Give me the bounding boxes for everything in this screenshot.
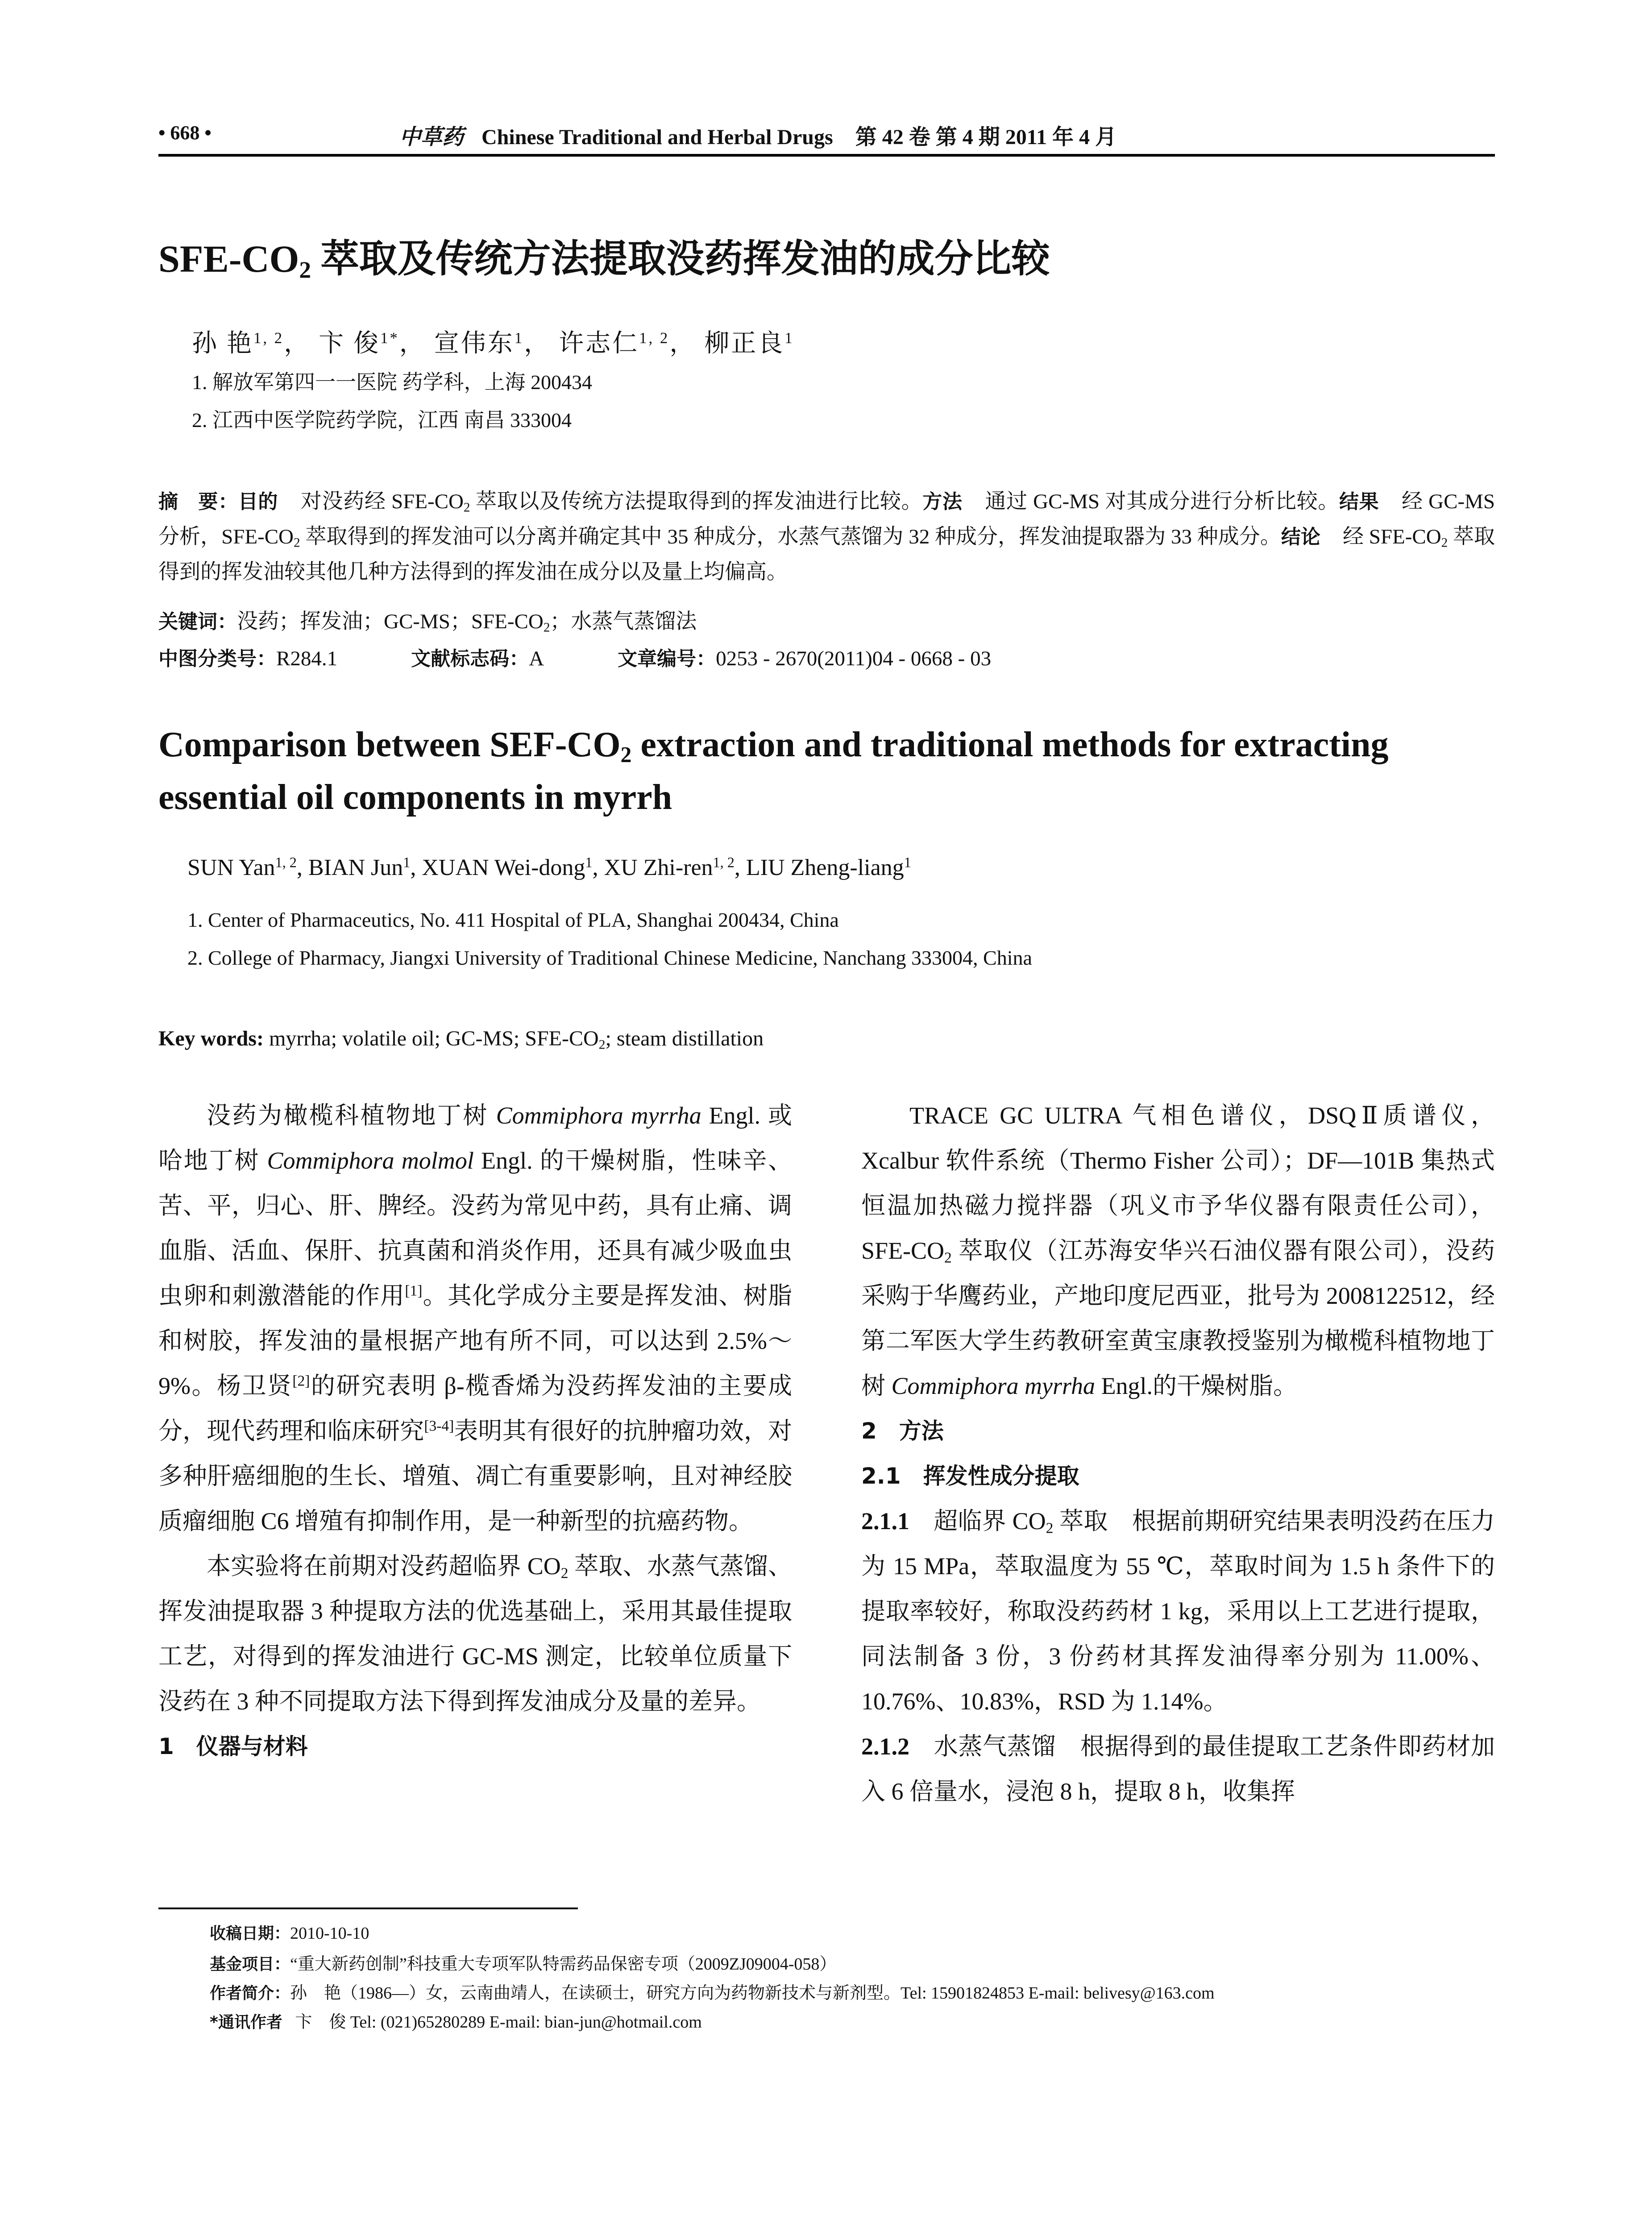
section-2-1-1: 2.1.1 超临界 $CO_2$ 萃取 根据前期研究结果表明没药在压力为 15 MPa，萃取温度为 55 ℃，萃取时间为 1.5 h 条件下的提取率较好，称取没药药材 1 kg，采用以上工艺进行提取，同法制备 3 份，3 份药材其挥发油得率分别为 11.00%、10.76%、10.83%，RSD 为 1.14%。 <box>861 1508 1495 1715</box>
footnote-received: 收稿日期：2010-10-10 <box>210 1924 369 1943</box>
authors-en: SUN Yan$^{1, 2}$, BIAN Jun$^1$, XUAN Wei-dong$^1$, XU Zhi-ren$^{1, 2}$, LIU Zheng-liang$^1$ <box>187 854 911 880</box>
intro-paragraph-2: 本实验将在前期对没药超临界 $CO_2$ 萃取、水蒸气蒸馏、挥发油提取器 3 种提取方法的优选基础上，采用其最佳提取工艺，对得到的挥发油进行 GC-MS 测定，比较单位质量下没药在 3 种不同提取方法下得到挥发油成分及量的差异。 <box>158 1553 793 1715</box>
affiliation-en-2: 2. College of Pharmacy, Jiangxi University of Traditional Chinese Medicine, Nanchang 333004, China <box>187 946 1032 969</box>
journal-name-cn: 中草药 <box>399 124 464 149</box>
footnote-author-bio: 作者简介：孙 艳（1986—）女，云南曲靖人，在读硕士，研究方向为药物新技术与新剂型。Tel: 15901824853 E-mail: belivesy@163.com <box>210 1984 1215 2003</box>
affiliation-cn-1: 1. 解放军第四一一医院 药学科，上海 200434 <box>192 371 592 394</box>
keywords-cn: 关键词：没药；挥发油；GC-MS；SFE-$CO_2$；水蒸气蒸馏法 <box>158 610 697 635</box>
section-heading-2: 2 方法 <box>861 1418 944 1444</box>
header-rule <box>158 154 1495 157</box>
section-heading-2-1: 2.1 挥发性成分提取 <box>861 1463 1079 1489</box>
abstract-cn: 摘 要：目的 对没药经 SFE-$CO_2$ 萃取以及传统方法提取得到的挥发油进行比较。方法 通过 GC-MS 对其成分进行分析比较。结果 经 GC-MS 分析，SFE-$CO_2$ 萃取得到的挥发油可以分离并确定其中 35 种成分，水蒸气蒸馏为 32 种成分，挥发油提取器为 33 种成分。结论 经 SFE-$CO_2$ 萃取得到的挥发油较其他几种方法得到的挥发油在成分以及量上均偏高。 <box>158 490 1495 584</box>
materials-paragraph: TRACE GC ULTRA 气相色谱仪，DSQⅡ质谱仪，Xcalbur 软件系统（Thermo Fisher 公司）；DF—101B 集热式恒温加热磁力搅拌器（巩义市予华仪器有限责任公司），SFE-$CO_2$ 萃取仪（江苏海安华兴石油仪器有限公司），没药采购于华鹰药业，产地印度尼西亚，批号为 2008122512，经第二军医大学生药教研室黄宝康教授鉴别为橄榄科植物地丁树 Commiphora myrrha Engl.的干燥树脂。 <box>861 1102 1495 1399</box>
classification-line: 中图分类号：R284.1 文献标志码：A 文章编号：0253 - 2670(2011)04 - 0668 - 03 <box>158 647 992 670</box>
intro-paragraph-1: 没药为橄榄科植物地丁树 Commiphora myrrha Engl. 或哈地丁树 Commiphora molmol Engl. 的干燥树脂，性味辛、苦、平，归心、肝、脾经。没药为常见中药，具有止痛、调血脂、活血、保肝、抗真菌和消炎作用，还具有减少吸血虫虫卵和刺激潜能的作用[1]。其化学成分主要是挥发油、树脂和树胶，挥发油的量根据产地有所不同，可以达到 2.5%～9%。杨卫贤[2]的研究表明 β-榄香烯为没药挥发油的主要成分，现代药理和临床研究[3-4]表明其有很好的抗肿瘤功效，对多种肝癌细胞的生长、增殖、凋亡有重要影响，且对神经胶质瘤细胞 C6 增殖有抑制作用，是一种新型的抗癌药物。 <box>158 1102 793 1534</box>
footnote-rule <box>158 1908 578 1909</box>
journal-issue: 第 42 卷 第 4 期 2011 年 4 月 <box>855 125 1117 149</box>
title-cn: SFE-$CO_2$ 萃取及传统方法提取没药挥发油的成分比较 <box>158 237 1050 283</box>
page-number: • 668 • <box>158 122 212 144</box>
section-heading-1: 1 仪器与材料 <box>158 1733 308 1759</box>
keywords-en: Key words: myrrha; volatile oil; GC-MS; SFE-$CO_2$; steam distillation <box>158 1027 764 1052</box>
journal-header <box>399 120 1117 150</box>
title-en: Comparison between SEF-$CO_2$ extraction and traditional methods for extracting essential oil components in myrrh <box>158 725 1389 817</box>
footnote-corresponding: *通讯作者 卞 俊 Tel: (021)65280289 E-mail: bian-jun@hotmail.com <box>210 2013 702 2032</box>
body-column-left <box>158 1093 792 1769</box>
affiliation-en-1: 1. Center of Pharmaceutics, No. 411 Hospital of PLA, Shanghai 200434, China <box>187 908 839 931</box>
affiliation-cn-2: 2. 江西中医学院药学院，江西 南昌 333004 <box>192 409 572 431</box>
section-2-1-2: 2.1.2 水蒸气蒸馏 根据得到的最佳提取工艺条件即药材加入 6 倍量水，浸泡 8 h，提取 8 h，收集挥 <box>861 1733 1495 1805</box>
authors-cn: 孙 艳$^{1, 2}$， 卞 俊$^{1*}$， 宣伟东$^1$， 许志仁$^{1, 2}$， 柳正良$^1$ <box>192 329 794 357</box>
footnote-funding: 基金项目：“重大新药创制”科技重大专项军队特需药品保密专项（2009ZJ09004-058） <box>210 1955 837 1974</box>
body-column-right <box>861 1093 1495 1814</box>
journal-name-en: Chinese Traditional and Herbal Drugs <box>481 125 833 149</box>
